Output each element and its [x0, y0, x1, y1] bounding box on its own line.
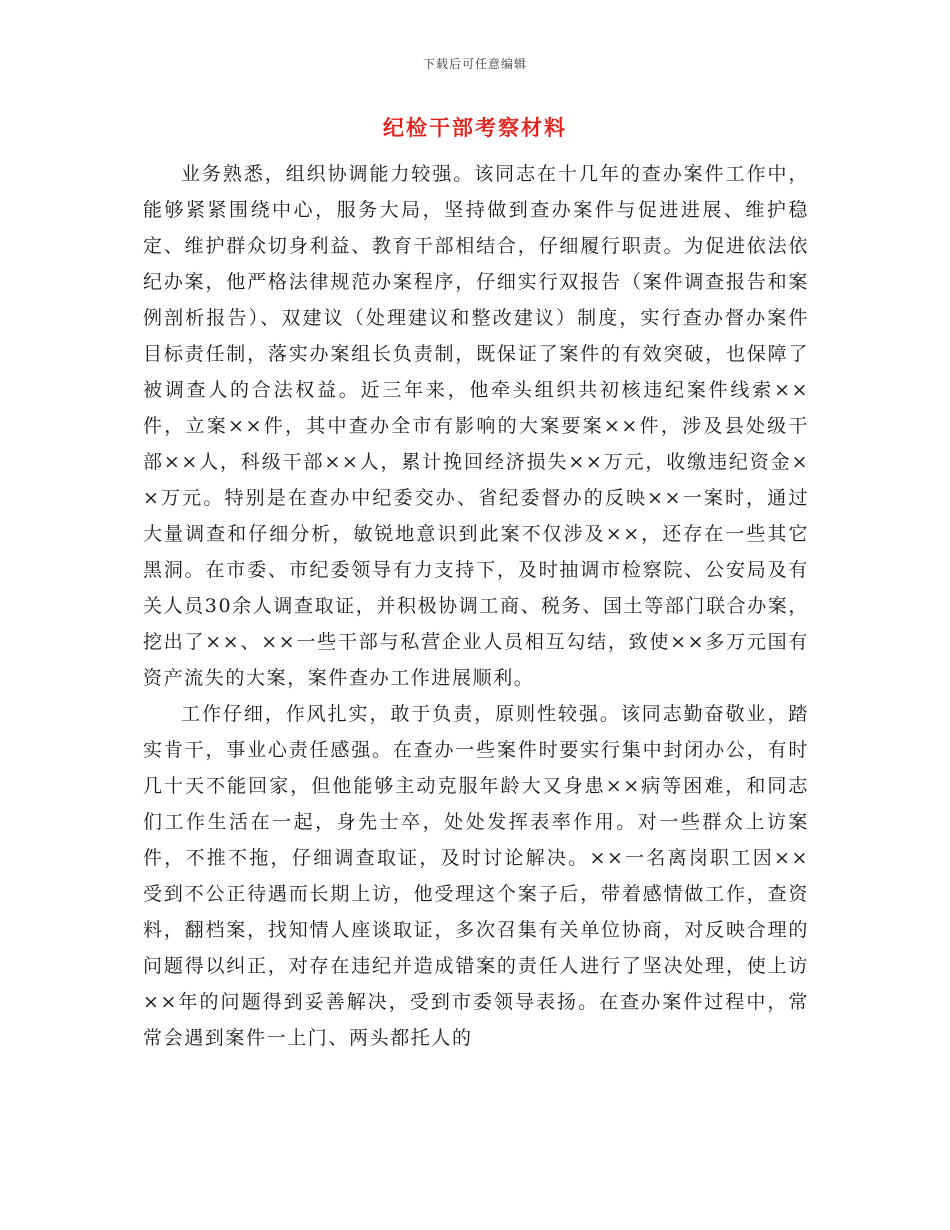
page-header-note: 下载后可任意编辑: [422, 57, 527, 71]
body-paragraph-2: 工作仔细，作风扎实，敢于负责，原则性较强。该同志勤奋敬业，踏实肯干，事业心责任感强。在查办一些案件时要实行集中封闭办公，有时几十天不能回家，但他能够主动克服年龄大又身患××病等困难，和同志们工作生活在一起，身先士卒，处处发挥表率作用。对一些群众上访案件，不推不拖，仔细调查取证，及时讨论解决。××一名离岗职工因××受到不公正待遇而长期上访，他受理这个案子后，带着感情做工作，查资料，翻档案，找知情人座谈取证，多次召集有关单位协商，对反映合理的问题得以纠正，对存在违纪并造成错案的责任人进行了坚决处理，使上访××年的问题得到妥善解决，受到市委领导表扬。在查办案件过程中，常常会遇到案件一上门、两头都托人的: [143, 703, 809, 1049]
document-title: 纪检干部考察材料: [383, 115, 567, 140]
body-paragraph-1: 业务熟悉，组织协调能力较强。该同志在十几年的查办案件工作中，能够紧紧围绕中心，服务大局，坚持做到查办案件与促进进展、维护稳定、维护群众切身利益、教育干部相结合，仔细履行职责。为促进依法依纪办案，他严格法律规范办案程序，仔细实行双报告（案件调查报告和案例剖析报告）、双建议（处理建议和整改建议）制度，实行查办督办案件目标责任制，落实办案组长负责制，既保证了案件的有效突破，也保障了被调查人的合法权益。近三年来，他牵头组织共初核违纪案件线索××件，立案××件，其中查办全市有影响的大案要案××件，涉及县处级干部××人，科级干部××人，累计挽回经济损失××万元，收缴违纪资金××万元。特别是在查办中纪委交办、省纪委督办的反映××一案时，通过大量调查和仔细分析，敏锐地意识到此案不仅涉及××，还存在一些其它黑洞。在市委、市纪委领导有力支持下，及时抽调市检察院、公安局及有关人员30余人调查取证，并积极协调工商、税务、国土等部门联合办案，挖出了××、××一些干部与私营企业人员相互勾结，致使××多万元国有资产流失的大案，案件查办工作进展顺利。: [143, 163, 809, 689]
document-body: [143, 156, 809, 1056]
